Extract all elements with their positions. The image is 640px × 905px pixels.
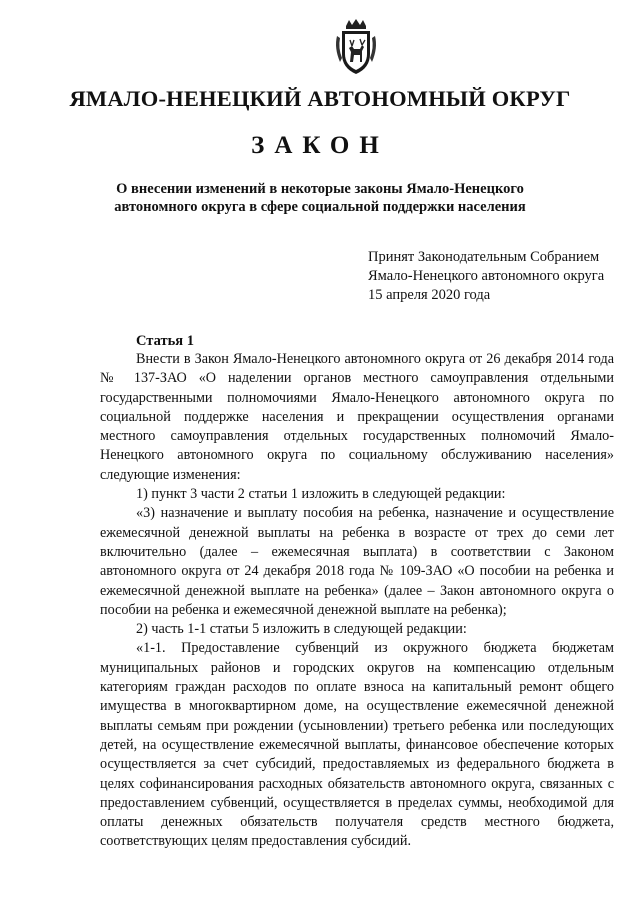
article-paragraph: 2) часть 1-1 статьи 5 изложить в следующей редакции: (136, 621, 467, 638)
region-title: ЯМАЛО-НЕНЕЦКИЙ АВТОНОМНЫЙ ОКРУГ (69, 86, 571, 111)
article-paragraph: Внести в Закон Ямало-Ненецкого автономного округа от 26 декабря 2014 года № 137-ЗАО «О наделении органов местного самоуправления отдельными государственными полномочиями Ямало-Ненецкого автономного округа по социальной поддержке населения и прекращении осуществления органами местного самоуправления отдельных государственных полномочий Ямало-Ненецкого автономного округа по социальному обслуживанию населения» следующие изменения: (100, 351, 614, 483)
adoption-line: Ямало-Ненецкого автономного округа (368, 268, 605, 284)
adoption-line: Принят Законодательным Собранием (368, 249, 600, 265)
article-heading: Статья 1 (136, 333, 194, 349)
coat-of-arms-icon (334, 18, 378, 78)
document-type-title: ЗАКОН (251, 132, 389, 159)
law-subtitle: О внесении изменений в некоторые законы Ямало-Ненецкого автономного округа в сфере социальной поддержки населения (114, 181, 526, 215)
article-paragraph: «3) назначение и выплату пособия на ребенка, назначение и осуществление ежемесячной денежной выплаты на ребенка в возрасте от трех до семи лет включительно (далее – ежемесячная выплата) в соответствии с Законом автономного округа от 24 декабря 2018 года № 109-ЗАО «О пособии на ребенка и ежемесячной денежной выплате на ребенка» (далее – Закон автономного округа о пособии на ребенка и ежемесячной денежной выплате на ребенка); (100, 505, 614, 618)
article-paragraph: 1) пункт 3 части 2 статьи 1 изложить в следующей редакции: (136, 486, 506, 503)
adoption-block (368, 248, 628, 305)
article-paragraph: «1-1. Предоставление субвенций из окружного бюджета бюджетам муниципальных районов и городских округов на компенсацию отдельным категориям граждан расходов по оплате взноса на капитальный ремонт общего имущества в многоквартирном доме, на осуществление ежемесячной денежной выплаты семьям при рождении (усыновлении) третьего ребенка или последующих детей, на осуществление ежемесячной выплаты, финансовое обеспечение которых осуществляется за счет субсидий, предоставляемых из федерального бюджета в целях софинансирования расходных обязательств автономного округа, связанных с предоставлением субвенций, осуществляется в пределах суммы, необходимой для оплаты денежных обязательств получателя средств местного бюджета, соответствующих целям предоставления субсидий. (100, 640, 614, 850)
adoption-date: 15 апреля 2020 года (368, 287, 491, 303)
article-body (100, 350, 614, 852)
